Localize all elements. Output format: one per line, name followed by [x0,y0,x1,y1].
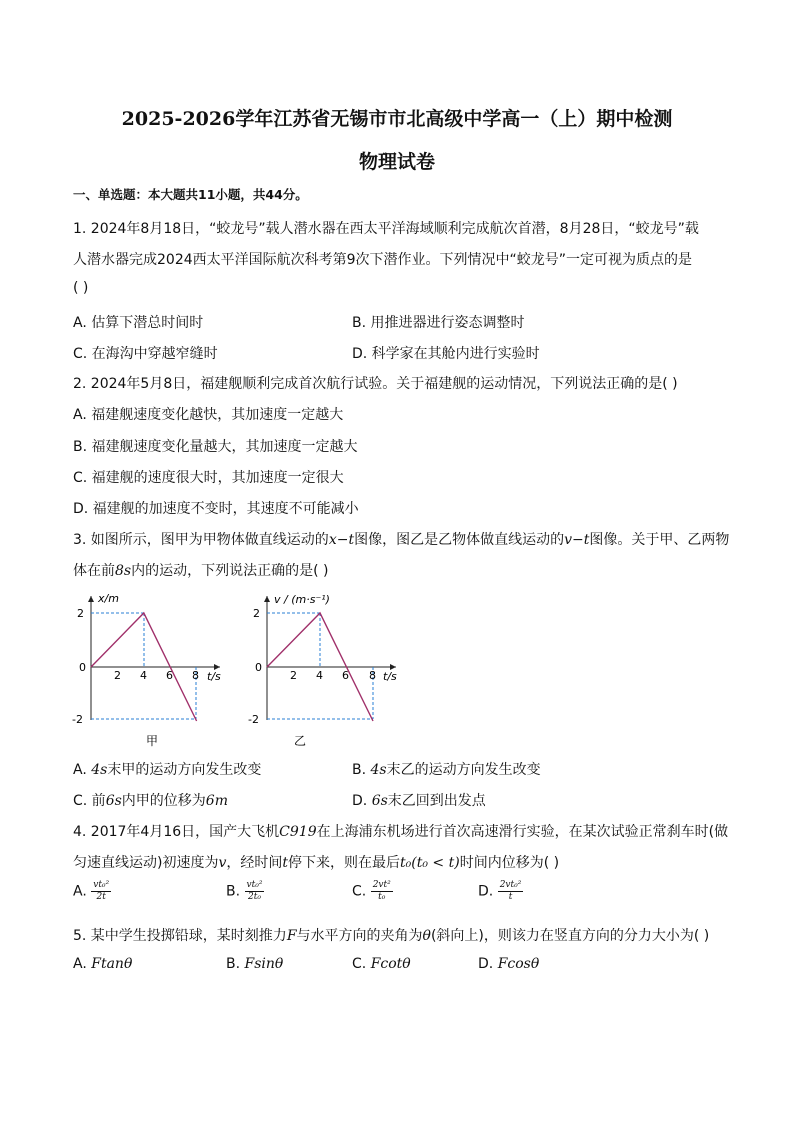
q2-line1: 2. 2024年5月8日，福建舰顺利完成首次航行试验。关于福建舰的运动情况，下列说法正确的是( ) [73,376,678,392]
q5-option-b: B. Fsinθ [226,956,284,972]
q3-line1: 3. 如图所示，图甲为甲物体做直线运动的x−t图像，图乙是乙物体做直线运动的v−t图像。关于甲、乙两物 [73,532,730,548]
q1-option-c: C. 在海沟中穿越窄缝时 [73,346,218,362]
q5-option-c: C. Fcotθ [352,956,411,972]
yi-ytick-0: 0 [255,661,262,674]
q2-option-d: D. 福建舰的加速度不变时，其速度不可能减小 [73,501,359,517]
jia-ytick-2: 2 [77,607,84,620]
section-heading: 一、单选题：本大题共11小题，共44分。 [73,187,308,202]
jia-xtick-8: 8 [192,669,199,682]
yi-ytick-2: 2 [253,607,260,620]
jia-xtick-2: 2 [114,669,121,682]
q2-option-b: B. 福建舰速度变化量越大，其加速度一定越大 [73,439,358,455]
q4-option-d: D. $\frac{\text{2vt₀²}}{t}$ [478,880,522,902]
yi-xlabel: t/s [383,670,397,683]
yi-xtick-4: 4 [316,669,323,682]
jia-ylabel: x/m [98,592,119,605]
yi-xtick-2: 2 [290,669,297,682]
q4-option-a: A. $\frac{\text{vt₀²}}{2t}$ [73,880,110,902]
yi-xtick-6: 6 [342,669,349,682]
q4-option-c: C. $\frac{\text{2vt²}}{\text{t₀}}$ [352,880,391,902]
q4-option-b: B. $\frac{\text{vt₀²}}{\text{2t₀}}$ [226,880,263,902]
jia-xlabel: t/s [207,670,221,683]
q1-line2: 人潜水器完成2024西太平洋国际航次科考第9次下潜作业。下列情况中“蛟龙号”一定可视为质点的是 [73,252,693,268]
yi-ytick-neg2: -2 [248,713,259,726]
q5-line1: 5. 某中学生投掷铅球，某时刻推力F与水平方向的夹角为θ(斜向上)，则该力在竖直方向的分力大小为( ) [73,928,710,944]
q5-option-a: A. Ftanθ [73,956,133,972]
q5-option-d: D. Fcosθ [478,956,540,972]
q3-option-c: C. 前6s内甲的位移为6m [73,793,228,809]
yi-ylabel: v / (m·s⁻¹) [274,593,330,606]
q1-line3: ( ) [73,280,89,296]
jia-ytick-0: 0 [79,661,86,674]
q2-option-a: A. 福建舰速度变化越快，其加速度一定越大 [73,407,344,423]
q3-line2: 体在前8s内的运动，下列说法正确的是( ) [73,563,329,579]
q2-option-c: C. 福建舰的速度很大时，其加速度一定很大 [73,470,344,486]
graph-jia [70,588,230,753]
exam-subtitle: 物理试卷 [358,151,435,173]
q3-option-a: A. 4s末甲的运动方向发生改变 [73,762,262,778]
q4-line2: 匀速直线运动)初速度为v，经时间t停下来，则在最后t₀(t₀ < t)时间内位移为( ) [73,855,560,871]
q1-option-d: D. 科学家在其舱内进行实验时 [352,346,540,362]
jia-xtick-4: 4 [140,669,147,682]
graph-yi [244,588,404,753]
q1-option-a: A. 估算下潜总时间时 [73,315,204,331]
q3-option-b: B. 4s末乙的运动方向发生改变 [352,762,541,778]
jia-xtick-6: 6 [166,669,173,682]
q4-line1: 4. 2017年4月16日，国产大飞机C919在上海浦东机场进行首次高速滑行实验，在某次试验正常刹车时(做 [73,824,729,840]
exam-title: 2025-2026学年江苏省无锡市市北高级中学高一（上）期中检测 [121,108,673,130]
jia-ytick-neg2: -2 [72,713,83,726]
q1-option-b: B. 用推进器进行姿态调整时 [352,315,525,331]
yi-xtick-8: 8 [369,669,376,682]
jia-caption: 甲 [146,734,159,748]
q3-option-d: D. 6s末乙回到出发点 [352,793,486,809]
q1-line1: 1. 2024年8月18日，“蛟龙号”载人潜水器在西太平洋海域顺利完成航次首潜，8月28日，“蛟龙号”载 [73,221,699,237]
yi-caption: 乙 [294,734,307,748]
